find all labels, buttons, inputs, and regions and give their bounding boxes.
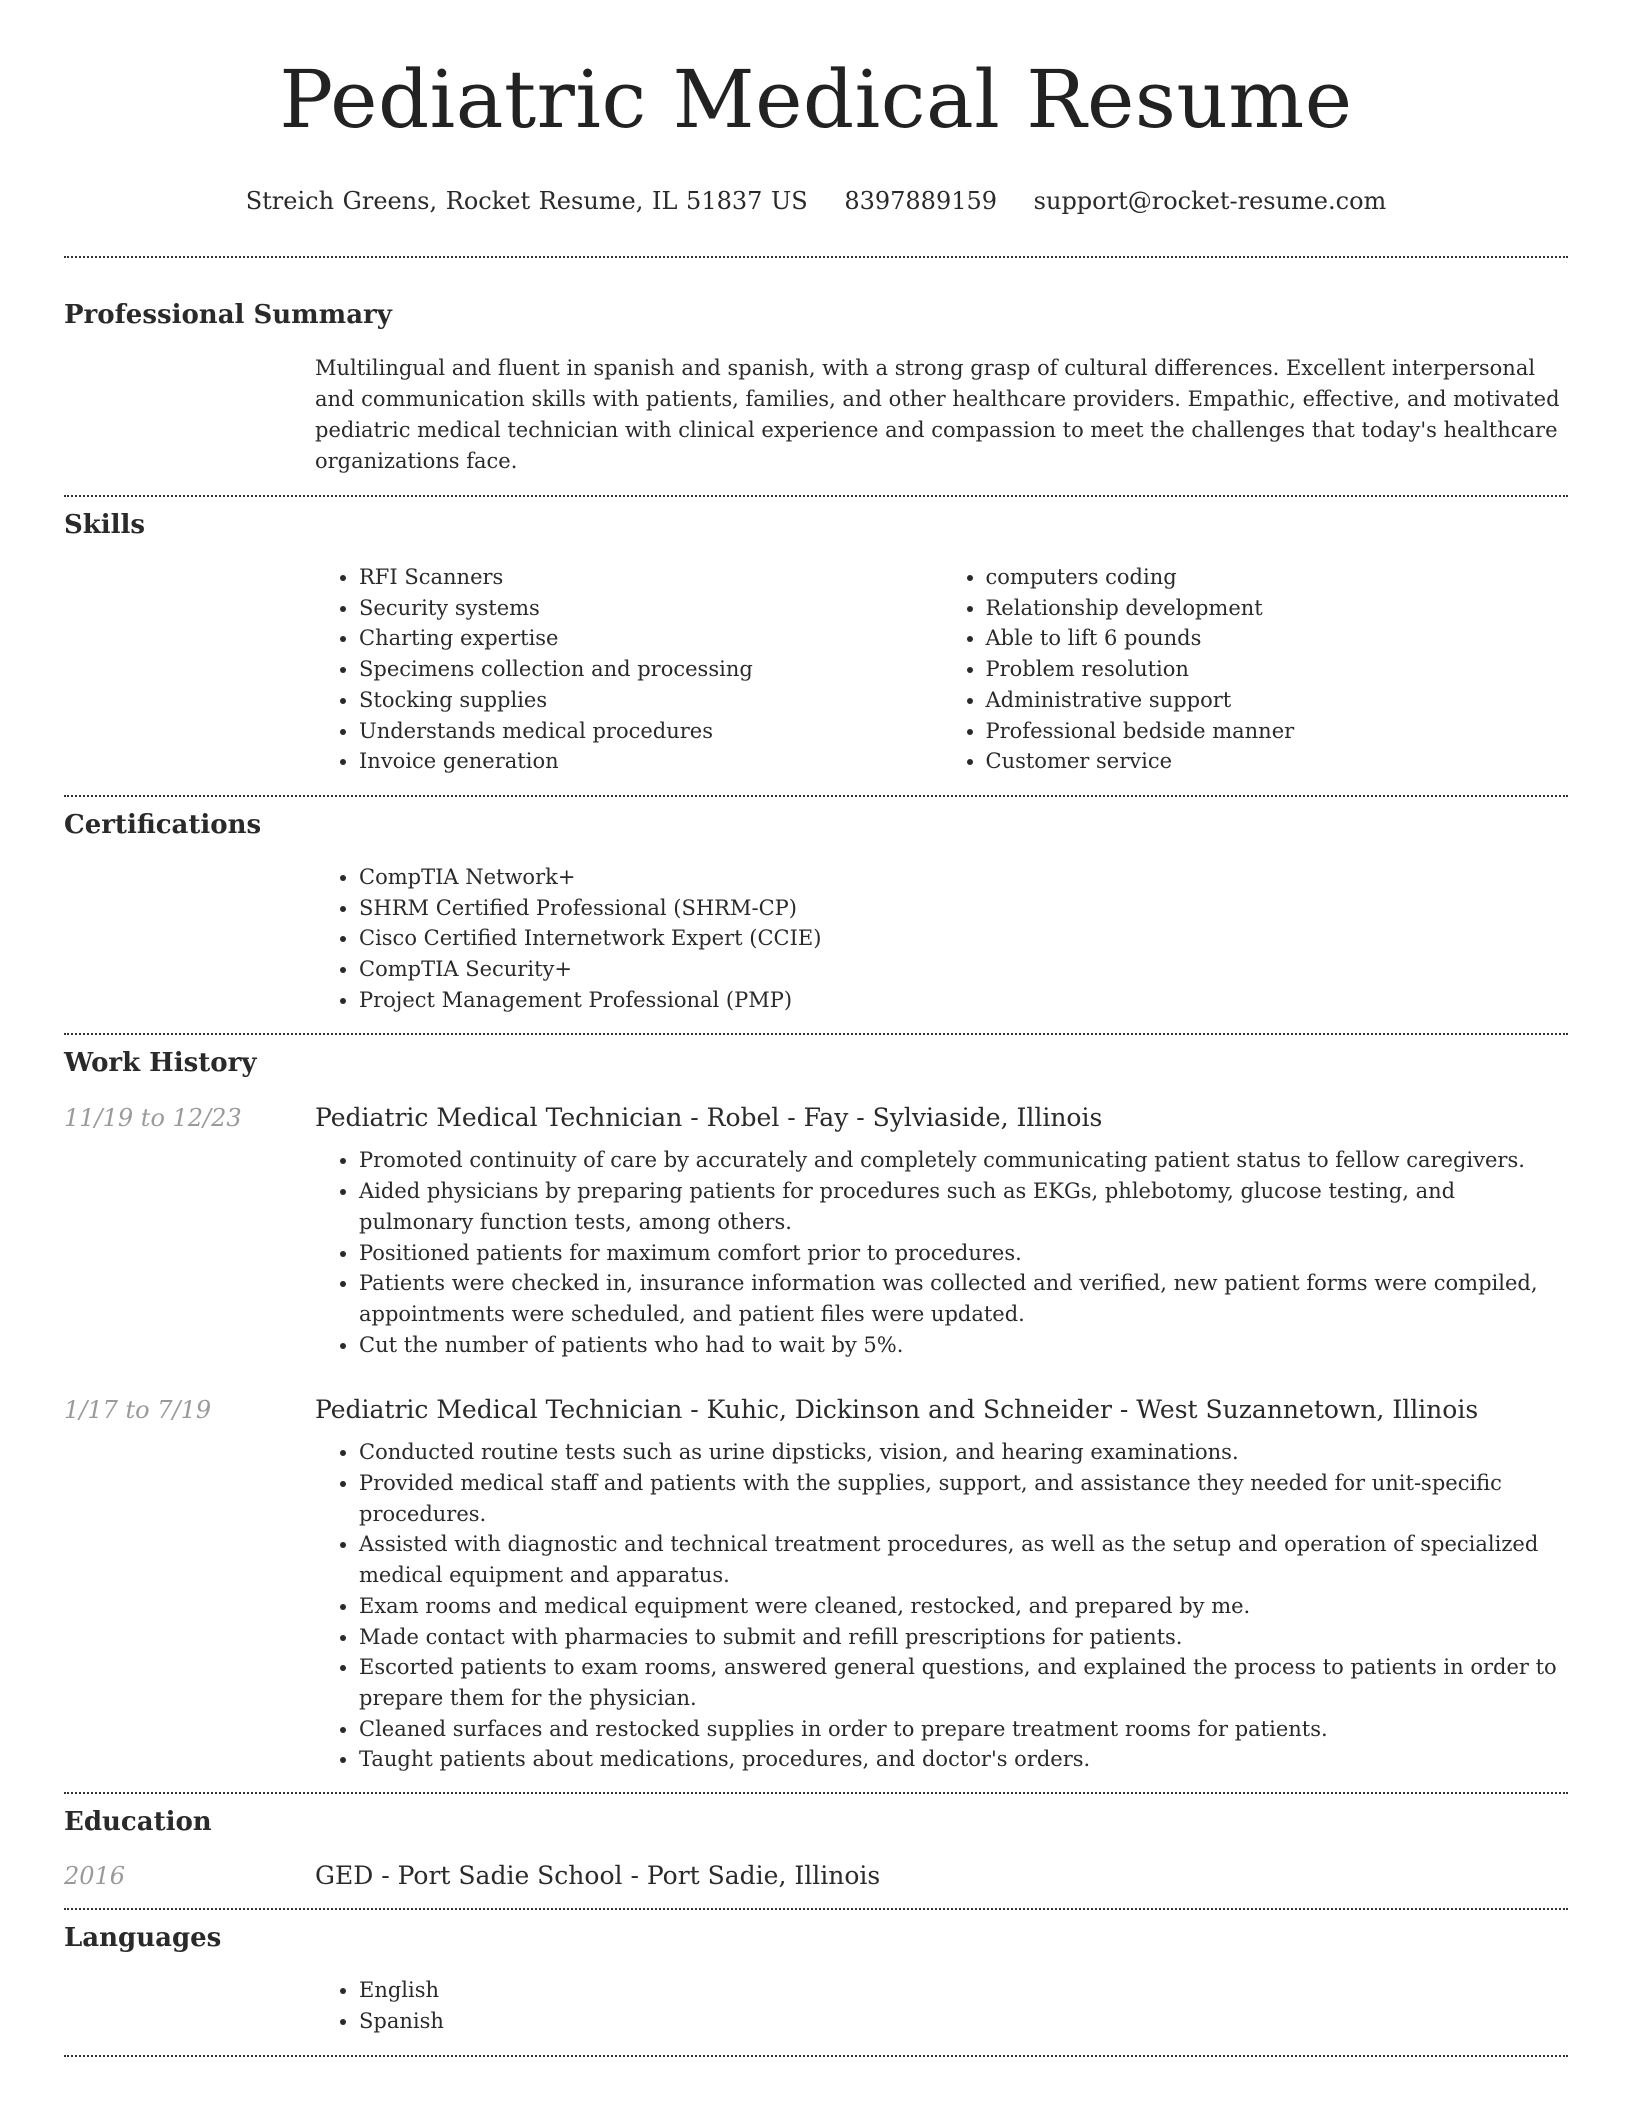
section-languages: [64, 1921, 1568, 2036]
section-skills: [64, 508, 1568, 777]
section-education: [64, 1805, 1568, 1890]
contact-address: Streich Greens, Rocket Resume, IL 51837 US: [245, 187, 808, 215]
divider: [64, 1033, 1568, 1035]
section-heading-work-history: Work History: [64, 1048, 257, 1079]
job-duties: [315, 1145, 1568, 1360]
section-work-history: [64, 1046, 1568, 1775]
skill-item: • Security systems: [359, 593, 942, 624]
section-certifications: [64, 808, 1568, 1016]
skill-item: • RFI Scanners: [359, 562, 942, 593]
skill-item: • Customer service: [986, 746, 1569, 777]
job-duty-item: • Made contact with pharmacies to submit and refill prescriptions for patients.: [359, 1622, 1568, 1653]
section-heading-summary: Professional Summary: [64, 300, 392, 330]
languages-list: [315, 1975, 1568, 2036]
job-duty-item: • Cut the number of patients who had to wait by 5%.: [359, 1330, 1568, 1361]
certifications-list: [315, 862, 1568, 1016]
resume-title: Pediatric Medical Resume: [279, 53, 1353, 146]
skill-item: • Invoice generation: [359, 746, 942, 777]
skill-item: • Problem resolution: [986, 654, 1569, 685]
section-heading-education: Education: [64, 1807, 212, 1838]
skills-list-left: [315, 562, 942, 777]
job-duties-list: [315, 1145, 1568, 1360]
education-detail: GED - Port Sadie School - Port Sadie, Illinois: [315, 1861, 881, 1891]
divider: [64, 1792, 1568, 1794]
section-heading-certifications: Certifications: [64, 809, 262, 840]
language-item: • English: [359, 1975, 1568, 2006]
job-header: [64, 1103, 1568, 1132]
divider: [64, 795, 1568, 797]
divider: [64, 2055, 1568, 2057]
job-entry: [64, 1395, 1568, 1775]
skill-item: • Administrative support: [986, 685, 1569, 716]
skill-item: • Professional bedside manner: [986, 716, 1569, 747]
job-dates: 1/17 to 7/19: [64, 1396, 212, 1425]
certification-item: • CompTIA Network+: [359, 862, 1568, 893]
languages-content: [315, 1975, 1568, 2036]
certification-item: • CompTIA Security+: [359, 954, 1568, 985]
skill-item: • Specimens collection and processing: [359, 654, 942, 685]
section-summary: [64, 298, 1568, 477]
skills-content: [315, 562, 1568, 777]
job-duty-item: • Assisted with diagnostic and technical treatment procedures, as well as the setup and operation of specialized medical equipment and apparatus.: [359, 1529, 1568, 1590]
contact-email: support@rocket-resume.com: [1033, 187, 1387, 215]
language-item: • Spanish: [359, 2006, 1568, 2037]
divider: [64, 1908, 1568, 1910]
skill-item: • Charting expertise: [359, 623, 942, 654]
job-title: Pediatric Medical Technician - Robel - Fay - Sylviaside, Illinois: [315, 1103, 1103, 1133]
skill-item: • Able to lift 6 pounds: [986, 623, 1569, 654]
skill-item: • computers coding: [986, 562, 1569, 593]
education-entry: [64, 1861, 1568, 1890]
job-duty-item: • Patients were checked in, insurance information was collected and verified, new patient forms were compiled, appointments were scheduled, and patient files were updated.: [359, 1268, 1568, 1329]
job-title: Pediatric Medical Technician - Kuhic, Dickinson and Schneider - West Suzannetown, Illinois: [315, 1395, 1479, 1425]
skill-item: • Understands medical procedures: [359, 716, 942, 747]
job-dates: 11/19 to 12/23: [64, 1104, 242, 1133]
job-duty-item: • Cleaned surfaces and restocked supplies in order to prepare treatment rooms for patients.: [359, 1714, 1568, 1745]
job-duties: [315, 1437, 1568, 1775]
job-duty-item: • Exam rooms and medical equipment were cleaned, restocked, and prepared by me.: [359, 1591, 1568, 1622]
contact-phone: 8397889159: [844, 187, 998, 215]
job-duty-item: • Provided medical staff and patients with the supplies, support, and assistance they needed for unit-specific procedures.: [359, 1468, 1568, 1529]
summary-text: Multilingual and fluent in spanish and spanish, with a strong grasp of cultural differences. Excellent interpersonal and communication skills with patients, families, and other healthcare providers. Empathic, effective, and motivated pediatric medical technician with clinical experience and compassion to meet the challenges that today's healthcare organizations face.: [315, 356, 1560, 473]
contact-line: [64, 184, 1568, 218]
job-header: [64, 1395, 1568, 1424]
divider: [64, 256, 1568, 258]
job-duty-item: • Escorted patients to exam rooms, answered general questions, and explained the process to patients in order to prepare them for the physician.: [359, 1652, 1568, 1713]
section-heading-skills: Skills: [64, 510, 146, 540]
skill-item: • Relationship development: [986, 593, 1569, 624]
summary-content: [315, 353, 1568, 477]
job-entry: [64, 1103, 1568, 1360]
education-year: 2016: [64, 1862, 126, 1891]
job-duties-list: [315, 1437, 1568, 1775]
job-duty-item: • Aided physicians by preparing patients for procedures such as EKGs, phlebotomy, glucose testing, and pulmonary function tests, among others.: [359, 1176, 1568, 1237]
job-duty-item: • Conducted routine tests such as urine dipsticks, vision, and hearing examinations.: [359, 1437, 1568, 1468]
skill-item: • Stocking supplies: [359, 685, 942, 716]
job-duty-item: • Taught patients about medications, procedures, and doctor's orders.: [359, 1744, 1568, 1775]
resume-page: [64, 0, 1568, 2057]
job-duty-item: • Positioned patients for maximum comfort prior to procedures.: [359, 1238, 1568, 1269]
skills-list-right: [942, 562, 1569, 777]
certification-item: • SHRM Certified Professional (SHRM-CP): [359, 893, 1568, 924]
certification-item: • Cisco Certified Internetwork Expert (CCIE): [359, 923, 1568, 954]
certifications-content: [315, 862, 1568, 1016]
job-duty-item: • Promoted continuity of care by accurately and completely communicating patient status to fellow caregivers.: [359, 1145, 1568, 1176]
section-heading-languages: Languages: [64, 1923, 222, 1954]
divider: [64, 495, 1568, 497]
certification-item: • Project Management Professional (PMP): [359, 985, 1568, 1016]
